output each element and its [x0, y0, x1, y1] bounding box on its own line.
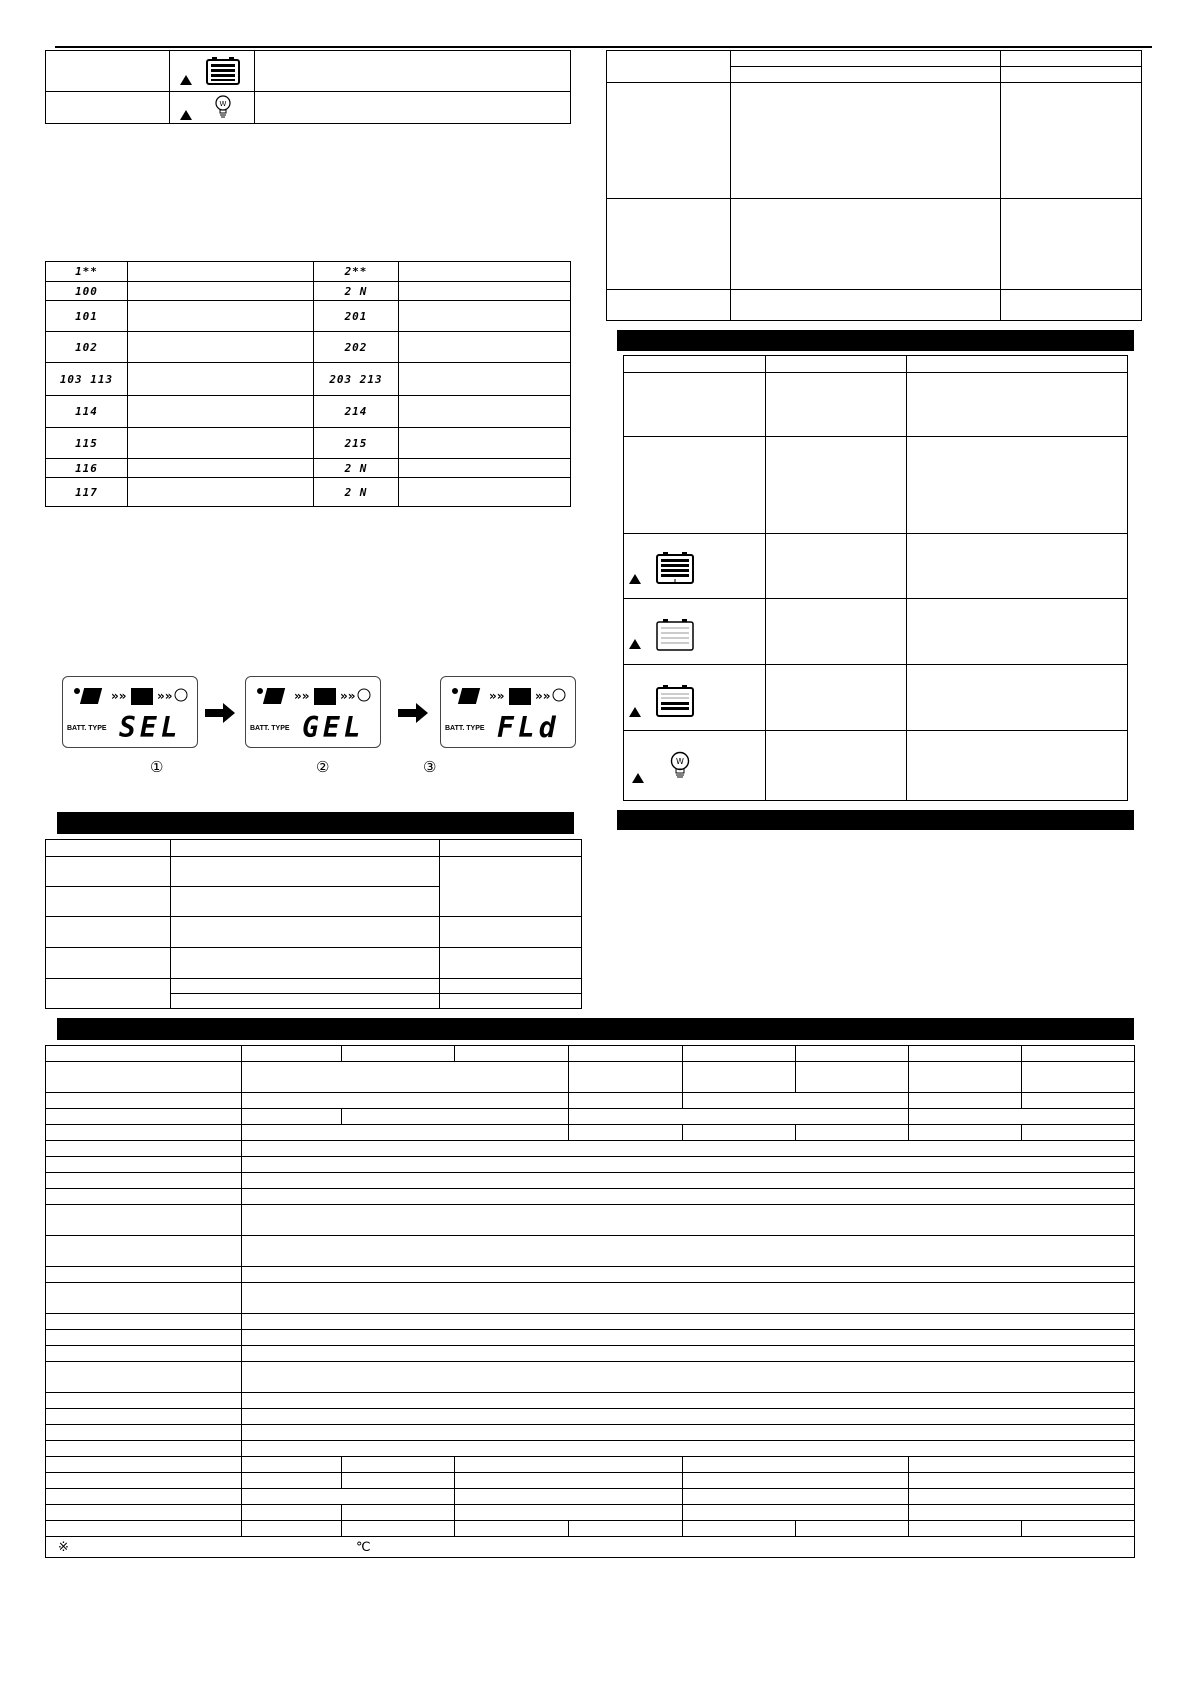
svg-text:»»: »»: [489, 689, 505, 703]
svg-text:W: W: [676, 757, 684, 766]
code-col1-header: 1**: [46, 262, 128, 282]
error-row-2-label: [46, 92, 170, 124]
section-header-bar: [57, 1018, 1134, 1040]
specification-table: [45, 1045, 1135, 1558]
code-cell: 2 N: [314, 282, 399, 301]
code-cell: 202: [314, 332, 399, 363]
error-row-1-icon-cell: [170, 51, 255, 92]
code-cell: 116: [46, 459, 128, 478]
lcd-value: GEL: [302, 711, 365, 744]
warning-icon: [629, 639, 641, 649]
error-row-1-desc: [255, 51, 571, 92]
svg-text:»»: »»: [111, 689, 127, 703]
code-cell: 117: [46, 478, 128, 507]
warning-icon: [632, 773, 644, 783]
error-row-1-label: [46, 51, 170, 92]
lcd-label: BATT. TYPE: [445, 725, 485, 732]
battery-full-icon: [656, 552, 694, 584]
lcd-value: SEL: [119, 711, 182, 744]
error-row-2-icon-cell: [170, 92, 255, 124]
lightbulb-icon: [215, 95, 231, 121]
step-number: ②: [316, 759, 330, 776]
battery-full-icon: [206, 57, 240, 85]
solar-battery-load-icons: [254, 685, 374, 707]
code-cell: 100: [46, 282, 128, 301]
status-battery-half-cell: [624, 665, 766, 731]
svg-text:W: W: [219, 100, 227, 108]
code-cell: 201: [314, 301, 399, 332]
settings-table: [45, 839, 582, 1009]
svg-text:»»: »»: [294, 689, 310, 703]
code-cell: 115: [46, 428, 128, 459]
code-col2-header: 2**: [314, 262, 399, 282]
right-upper-table: [606, 50, 1142, 321]
lcd-display-2: [245, 676, 381, 748]
code-cell: 215: [314, 428, 399, 459]
battery-empty-icon: [656, 619, 694, 651]
lcd-label: BATT. TYPE: [250, 725, 290, 732]
error-icon-table: [45, 50, 571, 124]
top-rule: [55, 46, 1152, 48]
code-cell: 101: [46, 301, 128, 332]
code-cell: 102: [46, 332, 128, 363]
battery-half-icon: [656, 685, 694, 717]
status-battery-empty-cell: [624, 599, 766, 665]
status-icon-table: [623, 355, 1128, 801]
lcd-label: BATT. TYPE: [67, 725, 107, 732]
code-cell: 214: [314, 396, 399, 428]
code-cell: 2 N: [314, 478, 399, 507]
lcd-value: FLd: [497, 711, 560, 744]
lcd-display-3: [440, 676, 576, 748]
arrow-right-icon: [398, 703, 428, 723]
warning-icon: [180, 75, 192, 85]
svg-text:»»: »»: [535, 689, 551, 703]
code-cell: 103 113: [46, 363, 128, 396]
code-cell: 2 N: [314, 459, 399, 478]
warning-icon: [629, 574, 641, 584]
step-number: ①: [150, 759, 164, 776]
svg-text:»»: »»: [157, 689, 173, 703]
lcd-display-1: [62, 676, 198, 748]
status-lightbulb-cell: [624, 731, 766, 801]
spec-footnote: [46, 1537, 1135, 1558]
code-table: [45, 261, 571, 507]
status-battery-full-cell: [624, 534, 766, 599]
footnote-unit: ℃: [356, 1539, 371, 1554]
solar-battery-load-icons: [449, 685, 569, 707]
section-header-bar: [617, 810, 1134, 830]
section-header-bar: [617, 330, 1134, 351]
solar-battery-load-icons: [71, 685, 191, 707]
step-number: ③: [423, 759, 437, 776]
code-cell: 203 213: [314, 363, 399, 396]
error-row-2-desc: [255, 92, 571, 124]
code-cell: 114: [46, 396, 128, 428]
warning-icon: [180, 110, 192, 120]
lightbulb-icon: [670, 751, 690, 781]
arrow-right-icon: [205, 703, 235, 723]
section-header-bar: [57, 812, 574, 834]
warning-icon: [629, 707, 641, 717]
footnote-mark: ※: [58, 1539, 69, 1554]
svg-text:»»: »»: [340, 689, 356, 703]
